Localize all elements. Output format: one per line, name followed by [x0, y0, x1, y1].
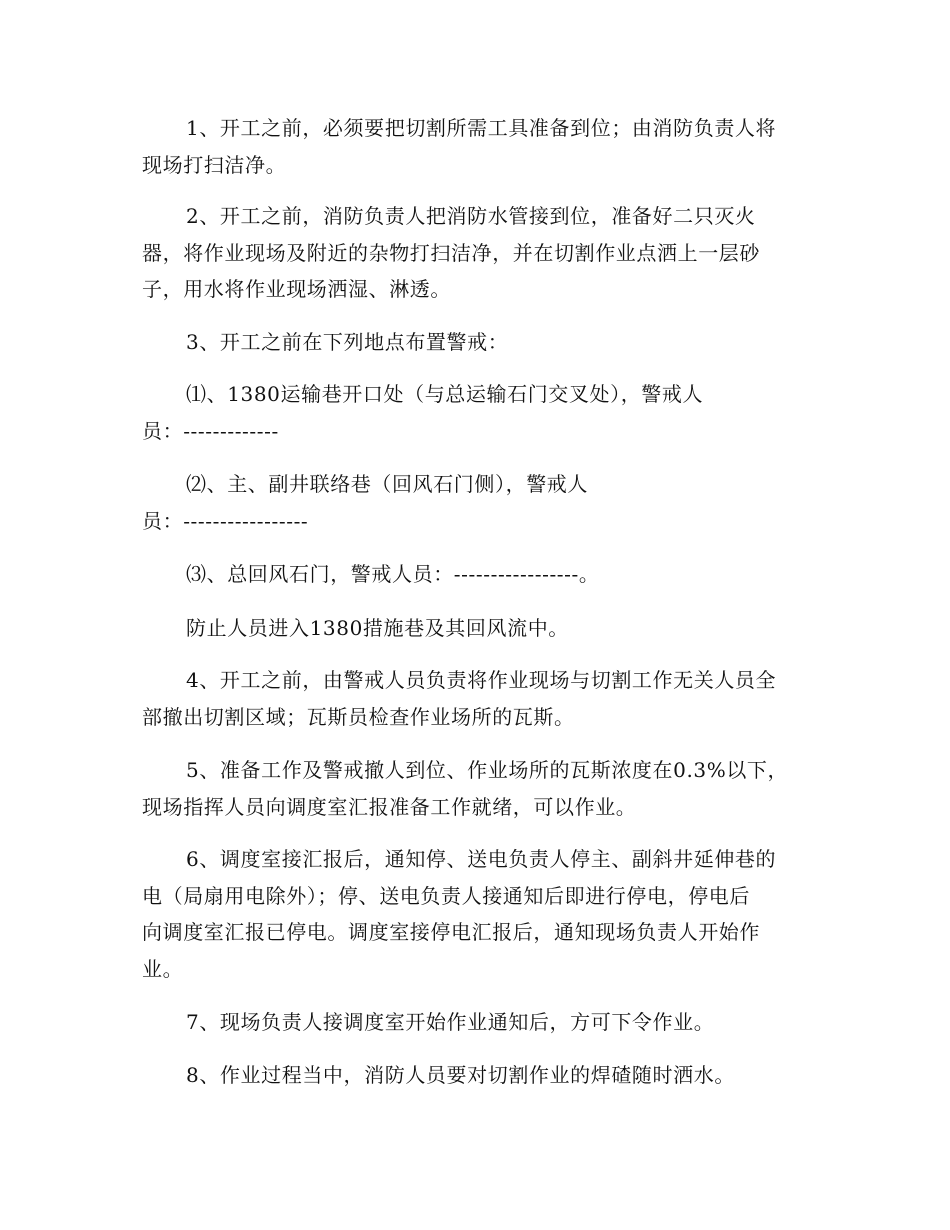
- text-line: 8、作业过程当中，消防人员要对切割作业的焊碴随时洒水。: [186, 1063, 735, 1087]
- text-line: 向调度室汇报已停电。调度室接停电汇报后，通知现场负责人开始作: [142, 920, 760, 944]
- text-line: 3、开工之前在下列地点布置警戒：: [186, 330, 509, 354]
- text-line: ⑵、主、副井联络巷（回风石门侧），警戒人: [186, 472, 588, 496]
- paragraph-3-2: [142, 466, 814, 539]
- text-line: 1、开工之前，必须要把切割所需工具准备到位；由消防负责人将: [186, 116, 777, 140]
- paragraph-3-3: [142, 556, 814, 593]
- text-line: 5、准备工作及警戒撤人到位、作业场所的瓦斯浓度在0.3%以下，: [186, 758, 789, 782]
- text-line: 4、开工之前，由警戒人员负责将作业现场与切割工作无关人员全: [186, 668, 777, 692]
- text-line: 部撤出切割区域；瓦斯员检查作业场所的瓦斯。: [142, 704, 575, 729]
- paragraph-6: [142, 841, 814, 987]
- paragraph-8: [142, 1057, 814, 1094]
- text-line: 电（局扇用电除外）；停、送电负责人接通知后即进行停电，停电后: [142, 883, 750, 908]
- text-line: 防止人员进入1380措施巷及其回风流中。: [186, 616, 569, 640]
- paragraph-3: [142, 324, 814, 361]
- text-line: 2、开工之前，消防负责人把消防水管接到位，准备好二只灭火: [186, 204, 756, 228]
- paragraph-2: [142, 198, 814, 308]
- paragraph-4: [142, 662, 814, 735]
- text-line: ⑶、总回风石门，警戒人员：-----------------。: [186, 562, 600, 586]
- paragraph-1: [142, 110, 814, 183]
- text-line: 现场打扫洁净。: [142, 152, 287, 177]
- text-line: 员：-----------------: [142, 508, 309, 533]
- paragraph-3-4: [142, 610, 814, 647]
- paragraph-5: [142, 752, 814, 825]
- text-line: 子，用水将作业现场洒湿、淋透。: [142, 277, 451, 301]
- text-line: 器，将作业现场及附近的杂物打扫洁净，并在切割作业点洒上一层砂: [142, 240, 760, 265]
- text-line: 7、现场负责人接调度室开始作业通知后，方可下令作业。: [186, 1010, 715, 1034]
- text-line: 6、调度室接汇报后，通知停、送电负责人停主、副斜井延伸巷的: [186, 847, 777, 871]
- text-line: 员：-------------: [142, 418, 279, 443]
- text-line: 现场指挥人员向调度室汇报准备工作就绪，可以作业。: [142, 794, 637, 819]
- text-line: 业。: [142, 956, 184, 981]
- paragraph-3-1: [142, 376, 814, 449]
- paragraph-7: [142, 1004, 814, 1041]
- text-line: ⑴、1380运输巷开口处（与总运输石门交叉处），警戒人: [186, 382, 704, 406]
